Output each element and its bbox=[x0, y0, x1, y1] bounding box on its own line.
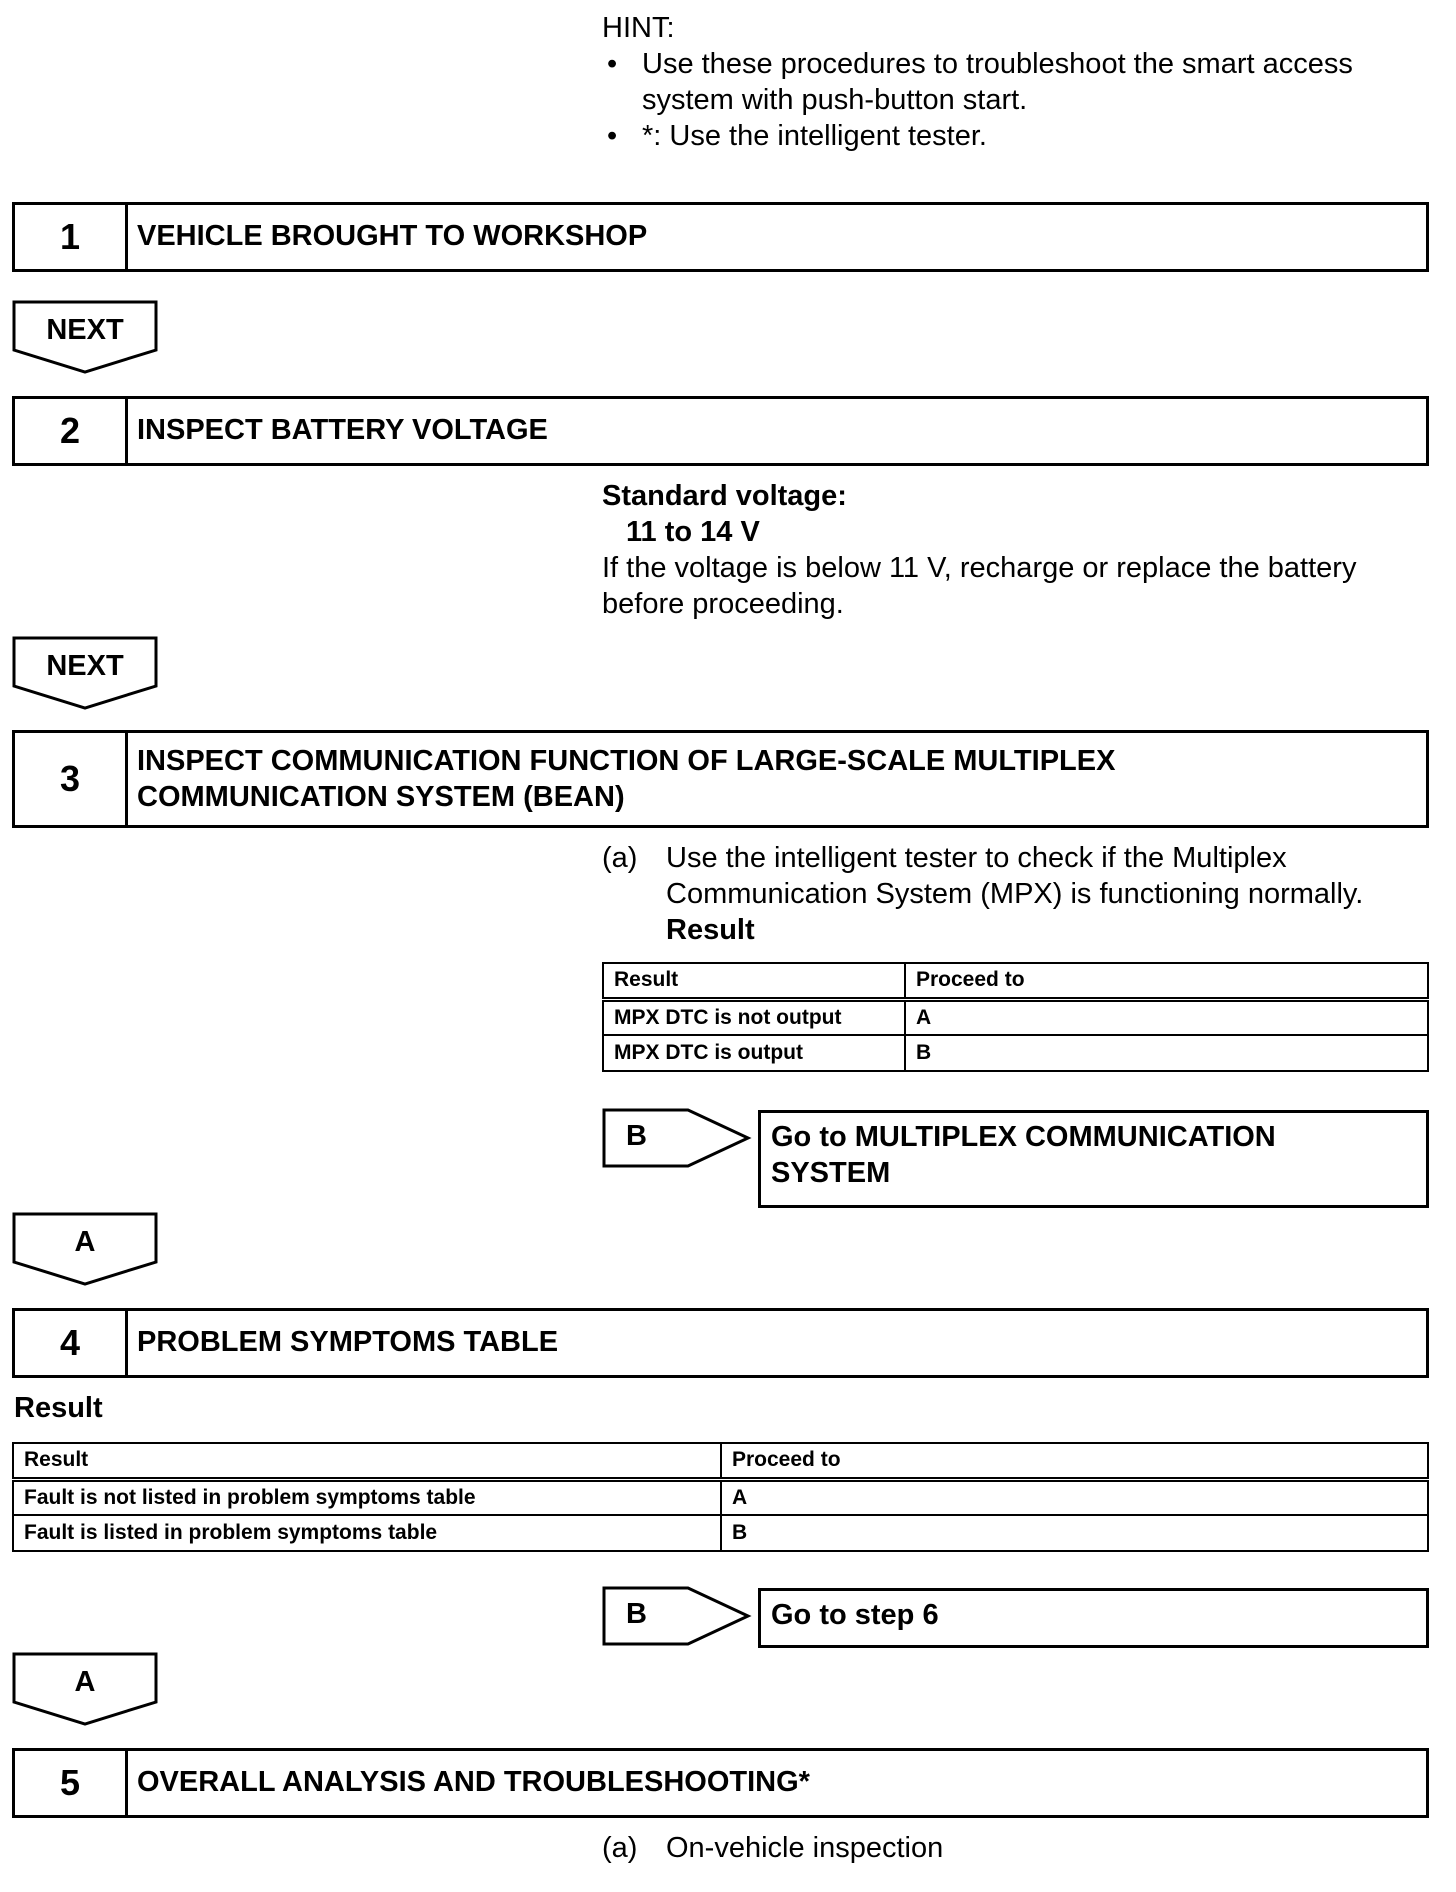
result-label: Result bbox=[666, 914, 755, 946]
table-cell: A bbox=[721, 1479, 1428, 1515]
step-number: 4 bbox=[15, 1311, 128, 1375]
a-label: A bbox=[74, 1666, 96, 1698]
next-arrow bbox=[12, 636, 158, 710]
next-label: NEXT bbox=[46, 650, 124, 682]
branch-label: B bbox=[626, 1120, 647, 1152]
hint-bullet-2: *: Use the intelligent tester. bbox=[642, 120, 987, 152]
table-header-row bbox=[13, 1443, 1428, 1479]
step-title-line2: COMMUNICATION SYSTEM (BEAN) bbox=[137, 781, 625, 813]
step-1-header bbox=[12, 202, 1429, 272]
table-header-cell: Result bbox=[13, 1443, 721, 1479]
next-arrow bbox=[12, 300, 158, 374]
result-table bbox=[602, 962, 1429, 1072]
step-title-line1: INSPECT COMMUNICATION FUNCTION OF LARGE-SCALE MULTIPLEX bbox=[137, 745, 1116, 777]
standard-voltage-value: 11 to 14 V bbox=[626, 516, 760, 548]
a-arrow bbox=[12, 1212, 158, 1286]
step-5-header bbox=[12, 1748, 1429, 1818]
a-label: A bbox=[74, 1226, 96, 1258]
table-header-cell: Proceed to bbox=[721, 1443, 1428, 1479]
goto-box bbox=[758, 1110, 1429, 1208]
branch-label: B bbox=[626, 1598, 647, 1630]
item-marker: (a) bbox=[602, 1832, 638, 1864]
step-2-header bbox=[12, 396, 1429, 466]
goto-line1: Go to MULTIPLEX COMMUNICATION bbox=[771, 1121, 1276, 1153]
branch-b-arrow bbox=[602, 1108, 752, 1168]
table-cell: B bbox=[721, 1515, 1428, 1551]
table-row bbox=[13, 1515, 1428, 1551]
table-cell: Fault is listed in problem symptoms table bbox=[13, 1515, 721, 1551]
step-title: VEHICLE BROUGHT TO WORKSHOP bbox=[137, 220, 648, 252]
step-title: INSPECT BATTERY VOLTAGE bbox=[137, 414, 548, 446]
step-number: 2 bbox=[15, 399, 128, 463]
result-table bbox=[12, 1442, 1429, 1552]
goto-text: Go to step 6 bbox=[771, 1599, 939, 1631]
next-label: NEXT bbox=[46, 314, 124, 346]
goto-box bbox=[758, 1588, 1429, 1648]
step-number: 1 bbox=[15, 205, 128, 269]
table-row bbox=[13, 1479, 1428, 1515]
table-header-cell: Result bbox=[603, 963, 905, 999]
table-cell: MPX DTC is output bbox=[603, 1035, 905, 1071]
result-label: Result bbox=[14, 1392, 103, 1424]
standard-voltage-label: Standard voltage: bbox=[602, 480, 847, 512]
table-cell: B bbox=[905, 1035, 1428, 1071]
instruction-line1: On-vehicle inspection bbox=[666, 1832, 944, 1864]
table-row bbox=[603, 999, 1428, 1035]
voltage-note-line1: If the voltage is below 11 V, recharge or replace the battery bbox=[602, 552, 1357, 584]
table-header-cell: Proceed to bbox=[905, 963, 1428, 999]
instruction-line1: Use the intelligent tester to check if the Multiplex bbox=[666, 842, 1287, 874]
hint-bullet-1-line2: system with push-button start. bbox=[642, 84, 1028, 116]
table-row bbox=[603, 1035, 1428, 1071]
voltage-note-line2: before proceeding. bbox=[602, 588, 844, 620]
a-arrow bbox=[12, 1652, 158, 1726]
bullet-icon: • bbox=[607, 120, 618, 152]
table-cell: A bbox=[905, 999, 1428, 1035]
step-4-header bbox=[12, 1308, 1429, 1378]
branch-b-arrow bbox=[602, 1586, 752, 1646]
goto-line2: SYSTEM bbox=[771, 1157, 891, 1189]
table-header-row bbox=[603, 963, 1428, 999]
bullet-icon: • bbox=[607, 48, 618, 80]
table-cell: Fault is not listed in problem symptoms table bbox=[13, 1479, 721, 1515]
step-number: 3 bbox=[15, 733, 128, 825]
hint-label: HINT: bbox=[602, 12, 675, 44]
step-title: PROBLEM SYMPTOMS TABLE bbox=[137, 1326, 559, 1358]
table-cell: MPX DTC is not output bbox=[603, 999, 905, 1035]
step-number: 5 bbox=[15, 1751, 128, 1815]
item-marker: (a) bbox=[602, 842, 638, 874]
hint-bullet-1-line1: Use these procedures to troubleshoot the smart access bbox=[642, 48, 1353, 80]
step-3-header bbox=[12, 730, 1429, 828]
step-title: OVERALL ANALYSIS AND TROUBLESHOOTING* bbox=[137, 1766, 810, 1798]
instruction-line2: Communication System (MPX) is functioning normally. bbox=[666, 878, 1364, 910]
